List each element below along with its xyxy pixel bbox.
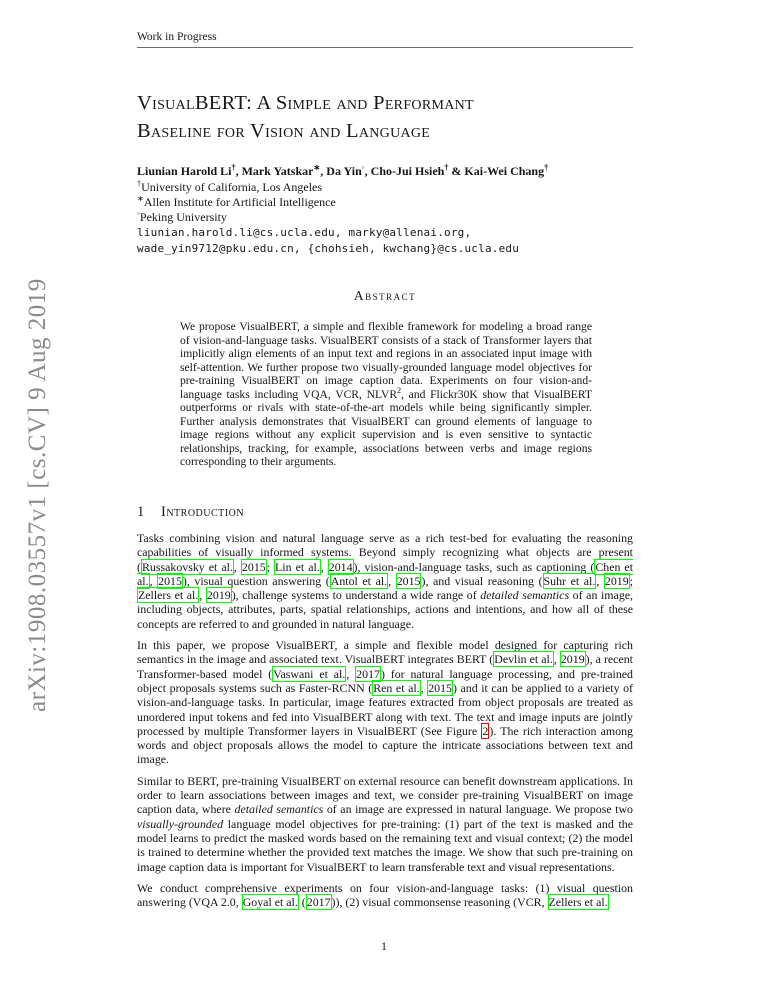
text-segment: ,: [420, 680, 428, 695]
abstract-heading: Abstract: [353, 288, 417, 303]
text-segment: ), challenge systems to understand a wide range of: [231, 588, 481, 603]
citation-link[interactable]: 2019: [206, 588, 231, 603]
text-segment: , Mark Yatskar: [235, 164, 314, 178]
text-segment: ;: [629, 573, 633, 588]
text-segment: ,: [199, 588, 206, 603]
citation-link[interactable]: 2015: [396, 573, 421, 588]
affiliation-line: [137, 180, 657, 195]
citation-link[interactable]: Antol et al.: [330, 573, 388, 588]
text-segment: ∗: [313, 163, 321, 172]
text-segment: detailed semantics: [234, 802, 324, 817]
citation-link[interactable]: Russakovsky et al.: [141, 559, 233, 574]
section-number: 1: [137, 504, 145, 520]
citation-link[interactable]: 2015: [158, 573, 182, 588]
citation-link[interactable]: 2015: [241, 559, 266, 574]
text-segment: University of California, Los Angeles: [141, 180, 323, 194]
text-segment: †: [544, 163, 549, 172]
text-segment: ), visual question answering (: [182, 573, 330, 588]
text-segment: ) and it can be applied to a variety of vision-and-language tasks. In particular, image features extracted from object proposals are treated as unordered input tokens and fed into VisualBERT along with text. The text and image inputs are jointly processed by multiple Transformer layers in VisualBERT (See Figure: [137, 680, 634, 738]
text-segment: ,: [346, 666, 356, 681]
text-segment: ,: [149, 573, 158, 588]
section-title: Introduction: [161, 504, 245, 520]
paragraph: [137, 531, 633, 631]
author-email-line: wade_yin9712@pku.edu.cn, {chohsieh, kwchang}@cs.ucla.edu: [137, 241, 520, 255]
page-number: 1: [381, 939, 387, 953]
text-segment: of an image are expressed in natural language. We propose two: [323, 802, 634, 817]
citation-link[interactable]: Suhr et al.: [543, 573, 596, 588]
citation-link[interactable]: Chen et al.: [137, 559, 634, 588]
text-segment: ◦: [361, 163, 365, 172]
title-line-1: VisualBERT: A Simple and Performant: [137, 92, 474, 114]
text-segment: †: [137, 179, 142, 188]
citation-link[interactable]: 2019: [604, 573, 629, 588]
text-segment: , and Flickr30K show that VisualBERT outperforms or rivals with state-of-the-art models while being significantly simpler. Further analysis demonstrates that VisualBERT can ground elements of language to image regions without any explicit supervision and is even sensitive to syntactic relationships, tracking, for example, associations between verbs and image regions corresponding to their arguments.: [180, 387, 593, 468]
text-segment: detailed semantics: [480, 588, 570, 603]
citation-link[interactable]: 2019: [560, 652, 585, 667]
text-segment: ,: [388, 573, 396, 588]
text-segment: ,: [233, 559, 241, 574]
text-segment: ), and visual reasoning (: [421, 573, 543, 588]
citation-link[interactable]: Lin et al.: [275, 559, 320, 574]
text-segment: Peking University: [139, 210, 227, 224]
text-segment: ,: [553, 652, 560, 667]
text-segment: language model objectives for pre-training: (1) part of the text is masked and the model learns to predict the masked words based on the remaining text and visual context; (2) the model is trained to determine whether the provided text matches the image. We show that such pre-training on image caption data is important for VisualBERT to learn transferable text and visual representations.: [137, 816, 633, 874]
text-segment: , Cho-Jui Hsieh: [364, 164, 445, 178]
text-segment: , Da Yin: [320, 164, 362, 178]
text-segment: 2: [397, 385, 402, 395]
affiliation-line: [137, 210, 657, 225]
text-segment: Similar to BERT, pre-training VisualBERT on external resource can benefit downstream applications. In order to learn associations between images and text, we consider pre-training VisualBERT on image caption data, where: [137, 773, 633, 817]
text-segment: In this paper, we propose VisualBERT, a simple and flexible model designed for capturing rich semantics in the image and associated text. VisualBERT integrates BERT (: [137, 638, 633, 667]
paragraph: [137, 774, 633, 874]
abstract-body: [180, 320, 592, 469]
paragraph: [137, 881, 633, 910]
author-names: [137, 164, 657, 179]
citation-link[interactable]: 2017: [306, 895, 331, 910]
text-segment: Liunian Harold Li: [137, 164, 232, 178]
affiliation-line: [137, 195, 657, 210]
text-segment: †: [444, 163, 449, 172]
text-segment: ). The rich interaction among words and object proposals allows the model to capture the intricate associations between text and image.: [137, 723, 633, 767]
text-segment: We propose VisualBERT, a simple and flexible framework for modeling a broad range of vision-and-language tasks. VisualBERT consists of a stack of Transformer layers that implicitly align elements of an input text and regions in an associated input image with self-attention. We further propose two visually-grounded language model objectives for pre-training VisualBERT on image caption data. Experiments on four vision-and-language tasks including VQA, VCR, NLVR: [180, 320, 592, 401]
text-segment: ◦: [137, 209, 140, 218]
paragraph: [137, 638, 633, 767]
citation-link[interactable]: Ren et al.: [373, 680, 420, 695]
paper-title: [137, 90, 657, 145]
text-segment: ), vision-and-language tasks, such as captioning (: [353, 559, 595, 574]
citation-link[interactable]: 2015: [428, 680, 452, 695]
text-segment: We conduct comprehensive experiments on four vision-and-language tasks: (1) visual question answering (VQA 2.0,: [137, 880, 633, 910]
text-segment: of an image, including objects, attributes, parts, spatial relationships, actions and intentions, and how all of these concepts are referred to and grounded in natural language.: [137, 588, 634, 631]
title-line-2: Baseline for Vision and Language: [137, 119, 431, 142]
author-block: [137, 164, 657, 256]
text-segment: Allen Institute for Artificial Intelligence: [143, 195, 336, 209]
section-heading-introduction: [137, 504, 633, 521]
citation-link[interactable]: Goyal et al.: [242, 895, 298, 910]
text-segment: )), (2) visual commonsense reasoning (VCR,: [331, 895, 548, 910]
text-segment: †: [231, 163, 236, 172]
citation-link[interactable]: Zellers et al.: [548, 895, 608, 910]
arxiv-watermark: arXiv:1908.03557v1 [cs.CV] 9 Aug 2019: [24, 278, 51, 712]
running-header: Work in Progress: [137, 31, 633, 48]
citation-link[interactable]: Vaswani et al.: [273, 666, 346, 681]
figure-ref-link[interactable]: 2: [482, 723, 489, 738]
text-segment: ,: [596, 573, 604, 588]
citation-link[interactable]: 2014: [328, 559, 353, 574]
text-segment: ∗: [137, 194, 144, 203]
introduction-body: [137, 531, 633, 916]
text-segment: ), a recent Transformer-based model (: [137, 652, 633, 681]
citation-link[interactable]: Devlin et al.: [494, 652, 553, 667]
text-segment: ;: [266, 559, 275, 574]
text-segment: ,: [320, 559, 328, 574]
text-segment: (: [298, 895, 306, 910]
author-email-line: liunian.harold.li@cs.ucla.edu, marky@allenai.org,: [137, 226, 472, 239]
text-segment: & Kai-Wei Chang: [448, 164, 545, 178]
text-segment: Tasks combining vision and natural language serve as a rich test-bed for evaluating the reasoning capabilities of visually informed systems. Beyond simply recognizing what objects are present (: [137, 531, 633, 574]
citation-link[interactable]: Zellers et al.: [138, 588, 199, 603]
citation-link[interactable]: 2017: [356, 666, 380, 681]
text-segment: visually-grounded: [137, 816, 224, 831]
text-segment: ) for natural language processing, and pre-trained object proposals systems such as Faster-RCNN (: [137, 666, 633, 695]
